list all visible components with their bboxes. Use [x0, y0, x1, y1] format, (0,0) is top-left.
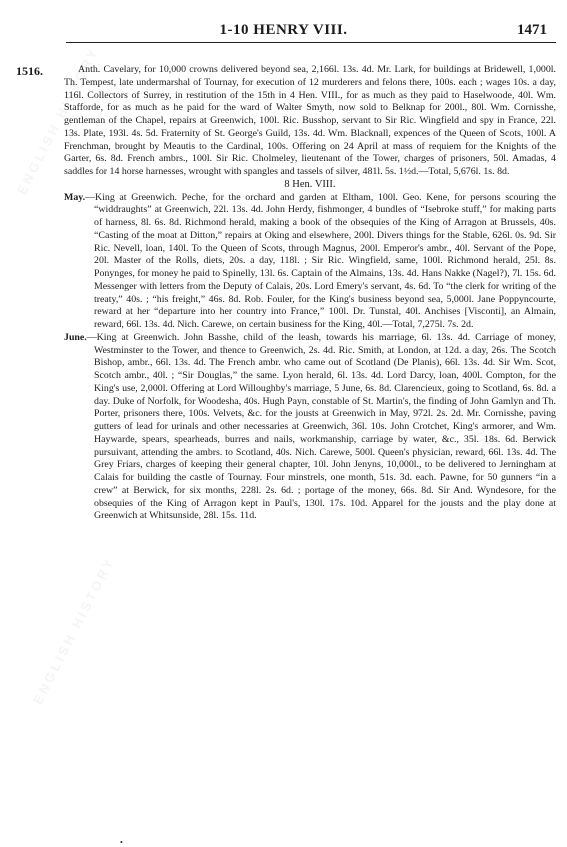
page-body	[64, 64, 556, 523]
watermark-text	[30, 554, 118, 706]
year-marginal-label: 1516.	[16, 64, 43, 78]
paragraph-may	[64, 192, 556, 332]
page-number: 1471	[517, 22, 547, 38]
may-entries: —King at Greenwich. Peche, for the orchard and garden at Eltham, 100l. Geo. Kene, for persons scouring the “widdraughts” at Greenwich, 22l. 13s. 4d. John Herdy, fishmonger, 4 bundles of “Isebroke stuff,” for making parts of harness, 8l. 6s. 8d. Richmond herald, making a book of the obsequies of the King of Arragon at Brussels, 40s. “Casting of the moat at Ditton,” repairs at Oking and elsewhere, 200l. Divers things for the Stable, 626l. 0s. 9d. Sir Ric. Nevell, loan, 140l. To the Queen of Scots, through Magnus, 200l. Emperor's ambr., 40l. Servant of the Pope, 20l. Master of the Rolls, diets, 20s. a day, 118l. ; Sir Ric. Wingfield, same, 100l. Richmond herald, 25l. 8s. Ponynges, for money he paid to Spinelly, 13l. 6s. Captain of the Almains, 13s. 4d. Hans Nakke (Nagel?), 7l. 15s. 6d. Messenger with letters from the Deputy of Calais, 20s. Lord Emery's servant, 4s. 6d. To “the clerk for writing of the treaty,” 40s. ; “his freight,” 46s. 8d. Rob. Fouler, for the King's business beyond sea, 5,000l. Jane Poppyncourte, reward at her “departure into her country into France,” 100l. Dr. Tunstal, 40l. Anchises [Visconti], an Almain, reward, 66l. 13s. 4d. Nich. Carewe, on certain business for the King, 40l.—Total, 7,275l. 7s. 2d.	[85, 191, 556, 330]
june-entries: —King at Greenwich. John Basshe, child of the leash, towards his marriage, 6l. 13s. 4d. Carriage of money, Westminster to the Tower, and thence to Greenwich, 2s. 4d. Ric. Smith, at London, at 12d. a day, 26s. The Scotch Bishop, ambr., 66l. 13s. 4d. The French ambr. who came out of Scotland (De Planis), 66l. 13s. 4d. Sir Wm. Scot, Scotch ambr., 40l. ; “Sir Douglas,” the same. Lyon herald, 6l. 13s. 4d. Lord Darcy, loan, 400l. Compton, for the King's use, 2,000l. Offering at Lord Willoughby's marriage, 5 June, 6s. 8d. Clarencieux, going to Scotland, 6s. 8d. a day. Duke of Norfolk, for Woodesha, 40s. Hugh Payn, constable of St. Martin's, the finding of John Gamlyn and Th. Porter, prisoners there, 100s. Velvets, &c. for the jousts at Greenwich in May, 972l. 2s. 2d. Mr. Cornisshe, paving gutters of lead for urinals and other necessaries at Greenwich, 36l. 10s. John Crotchet, King's armorer, and Wm. Haywarde, spears, spearheads, burres and nails, workmanship, carriage by water, &c., 35l. 18s. 6d. Berwick pursuivant, attending the ambrs. to Scotland, 40s. Nich. Carewe, 500l. Queen's physician, reward, 66l. 13s. 4d. The Grey Friars, charges of keeping their general chapter, 10l. John Jenyns, 10,000l., to be delivered to Jerningham at Calais for building the castle of Tournay. Four minstrels, one month, 51s. 3d. each. Pawne, for 50 gunners “in a crew” at Berwick, for six months, 228l. 2s. 6d. ; portage of the money, 66s. 8d. Sir And. Wyndesore, for the obsequies of the King of Arragon kept in Paul's, 130l. 17s. 10d. Apparel for the jousts and the play done at Greenwich at Whitsunside, 28l. 15s. 11d.	[86, 331, 556, 522]
header-rule	[66, 42, 556, 43]
paragraph-accounts-1516: Anth. Cavelary, for 10,000 crowns delivered beyond sea, 2,166l. 13s. 4d. Mr. Lark, for buildings at Bridewell, 1,000l. Th. Tempest, late undermarshal of Tournay, for execution of 12 murderers and felons there, 100s. each ; wages 10s. a day, 116l. Collectors of Surrey, in restitution of the 15th in 4 Hen. VIII., for as much as they paid to Haselwoode, 40l. Wm. Stafforde, for as much as he paid for the ward of Walter Smyth, now sold to Belknap for 200l., 80l. Wm. Cornisshe, gentleman of the Chapel, repairs at Greenwich, 100l. Ric. Busshop, servant to Sir Ric. Wingfield and spy in France, 22l. 13s. Plate, 193l. 4s. 5d. Fraternity of St. George's Guild, 13s. 4d. Wm. Blacknall, expences of the Queen of Scots, 100l. A Frenchman, brought by Meautis to the Cardinal, 100s. Offering on 24 April at mass of requiem for the Knights of the Garter, 6s. 8d. French ambrs., 100l. Sir Ric. Cholmeley, lieutenant of the Tower, charges of prisoners, 50l. Amadas, 4 saddles for 14 horse harnesses, wrought with spangles and tassels of silver, 481l. 5s. 1½d.—Total, 5,676l. 1s. 8d.	[64, 64, 556, 177]
paragraph-june	[64, 332, 556, 523]
month-label-may: May.	[64, 191, 86, 203]
month-label-june: June.	[64, 331, 87, 343]
section-heading: 8 Hen. VIII.	[284, 178, 336, 190]
footer-mark: •	[120, 838, 123, 847]
running-header-title: 1-10 HENRY VIII.	[219, 22, 348, 38]
